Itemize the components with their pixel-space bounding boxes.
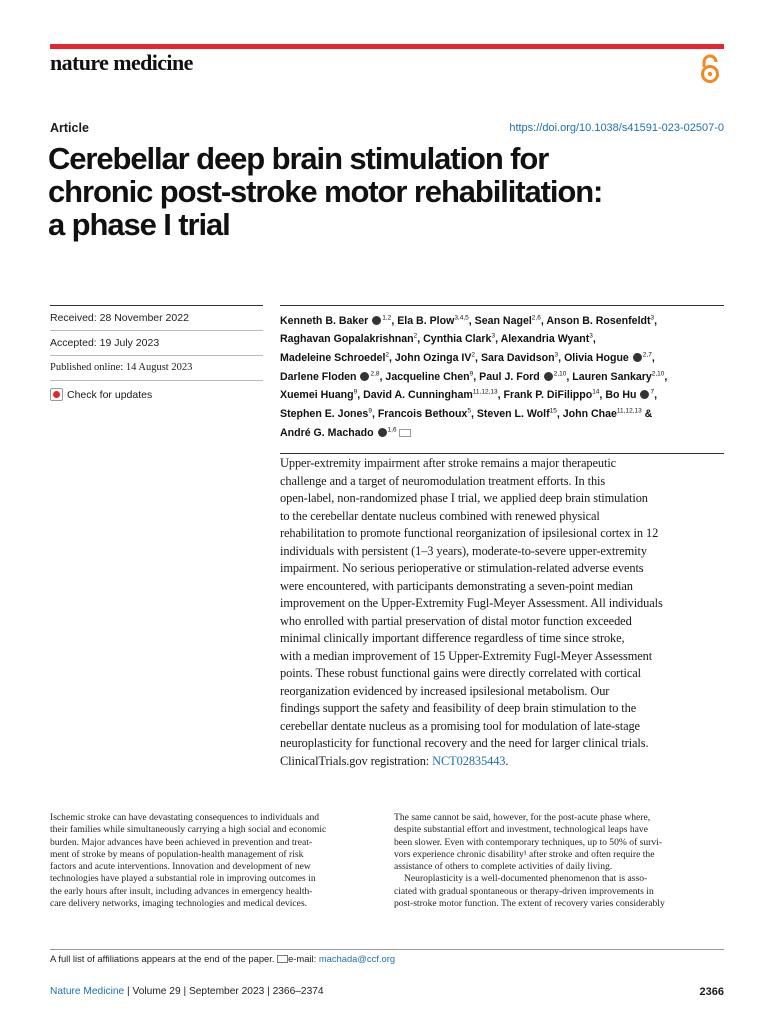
author-separator: , [654, 314, 658, 327]
accepted-date: Accepted: 19 July 2023 [50, 337, 160, 349]
affiliation-sup: 2 [413, 332, 418, 340]
abstract-line: points. These robust functional gains were directly correlated with cortical [280, 666, 642, 680]
author-separator: , [371, 408, 378, 421]
affiliation-sup: 2 [471, 351, 476, 359]
abstract-line: cerebellar dentate nucleus as a promising tool for modulation of late-stage [280, 718, 640, 733]
author-entry [280, 333, 423, 345]
affiliations-footnote [50, 953, 395, 964]
affiliations-note: A full list of affiliations appears at the end of the paper. [50, 953, 275, 964]
article-title [48, 142, 728, 241]
title-line: a phase I trial [48, 207, 230, 242]
orcid-icon[interactable] [544, 372, 553, 381]
author-entry [280, 352, 395, 364]
body-line: their families while simultaneously carrying a high social and economic [50, 824, 327, 836]
author-separator: , [470, 408, 477, 421]
author-name[interactable]: Jacqueline Chen [385, 370, 470, 383]
abstract-line: Upper-extremity impairment after stroke remains a major therapeutic [280, 456, 617, 470]
abstract-line: with a median improvement of 15 Upper-Extremity Fugl-Meyer Assessment [280, 648, 653, 663]
affiliation-sup: 1,6 [387, 426, 397, 434]
author-entry [280, 371, 385, 383]
abstract-line: challenge and a target of neuromodulation treatment efforts. In this [280, 473, 606, 488]
author-entry [385, 371, 479, 383]
abstract-top-rule [280, 453, 724, 454]
affiliation-sup: 3 [589, 332, 593, 340]
check-updates-icon [50, 388, 63, 401]
author-name[interactable]: Alexandria Wyant [500, 333, 590, 346]
abstract-line: individuals with persistent (1–3 years), moderate-to-severe upper-extremity [280, 543, 647, 558]
author-separator: , [417, 333, 424, 346]
author-name[interactable]: Olivia Hogue [564, 352, 629, 364]
author-separator: , [558, 352, 565, 364]
author-entry [563, 408, 653, 420]
email-label: e-mail: [288, 953, 319, 964]
author-name[interactable]: Paul J. Ford [479, 370, 540, 383]
affiliation-sup: 3,4,5 [454, 314, 469, 321]
author-separator: , [475, 352, 481, 364]
author-name[interactable]: David A. Cunningham [363, 389, 473, 402]
doi-link[interactable]: https://doi.org/10.1038/s41591-023-02507-0 [509, 122, 724, 134]
author-entry [363, 389, 503, 401]
author-separator: , [654, 389, 658, 402]
author-separator: , [473, 370, 480, 383]
body-line: assistance of others to complete activities of daily living. [394, 861, 613, 873]
author-entry [475, 315, 547, 327]
abstract-line: open-label, non-randomized phase I trial, we applied deep brain stimulation [280, 491, 648, 505]
author-entry [546, 315, 657, 327]
author-name[interactable]: André G. Machado [280, 426, 374, 439]
author-separator: , [495, 333, 501, 346]
author-name[interactable]: Xuemei Huang [280, 389, 354, 402]
affiliation-sup: 3 [554, 351, 559, 359]
affiliation-sup: 7 [650, 388, 655, 396]
abstract [280, 455, 726, 770]
body-line: ciated with gradual spontaneous or therapy-driven improvements in [394, 885, 654, 897]
abstract-line: minimal clinically important difference regardless of time since stroke, [280, 631, 625, 645]
author-name[interactable]: Frank P. DiFilippo [503, 389, 593, 402]
article-type: Article [50, 121, 89, 135]
author-entry [564, 352, 655, 364]
affiliation-sup: 9 [368, 407, 372, 415]
author-name[interactable]: Anson B. Rosenfeldt [546, 314, 651, 327]
mail-icon[interactable] [399, 429, 411, 437]
body-line: Ischemic stroke can have devastating consequences to individuals and [50, 812, 320, 823]
author-entry [395, 352, 481, 364]
body-line: the early hours after insult, including advances in emergency health- [50, 885, 313, 897]
author-separator: , [468, 314, 475, 327]
body-line: despite substantial effort and investment, technological leaps have [394, 824, 648, 836]
abstract-line: who enrolled with partial preservation of distal motor function exceeded [280, 613, 632, 628]
affiliation-sup: 2,8 [370, 370, 380, 378]
title-line: Cerebellar deep brain stimulation for [48, 141, 549, 176]
abstract-line: findings support the safety and feasibility of deep brain stimulation to the [280, 701, 637, 715]
footnote-rule [50, 949, 724, 950]
body-line: burden. Major advances have been achieved in prevention and treat- [50, 836, 313, 848]
author-entry [280, 315, 397, 327]
meta-top-rule [50, 305, 263, 306]
check-updates-button[interactable] [50, 388, 152, 401]
registration-end: . [505, 753, 509, 768]
affiliation-sup: 2,7 [642, 351, 652, 359]
orcid-icon[interactable] [378, 428, 387, 437]
author-entry [477, 408, 563, 420]
body-line: been slower. Even with contemporary techniques, up to 50% of survi- [394, 836, 663, 848]
author-separator: , [664, 370, 668, 383]
top-red-rule [50, 44, 724, 49]
author-separator: & [641, 408, 653, 421]
author-separator: , [566, 370, 573, 383]
author-list [280, 310, 725, 441]
abstract-line: were encountered, with participants demonstrating a seven-point median [280, 578, 633, 593]
body-line: factors and acute interventions. Innovation and development of new [50, 861, 311, 873]
body-column-left [50, 812, 383, 910]
author-name[interactable]: Cynthia Clark [423, 333, 492, 346]
body-line: care delivery networks, imaging technologies and medical devices. [50, 898, 308, 910]
abstract-line: improvement on the Upper-Extremity Fugl-Meyer Assessment. All individuals [280, 596, 663, 610]
envelope-icon [277, 955, 288, 963]
author-entry [280, 389, 363, 401]
abstract-line: rehabilitation to promote functional reorganization of ipsilesional cortex in 12 [280, 526, 659, 540]
email-link[interactable]: machada@ccf.org [318, 953, 396, 964]
affiliation-sup: 2,6 [531, 314, 541, 321]
author-entry [504, 389, 606, 401]
affiliation-sup: 2,10 [553, 370, 567, 378]
author-separator: , [391, 314, 398, 327]
registration-label: ClinicalTrials.gov registration: [280, 753, 433, 768]
affiliation-sup: 3 [650, 314, 655, 321]
orcid-icon[interactable] [372, 316, 381, 325]
author-name[interactable]: John Ozinga IV [394, 352, 472, 364]
author-separator: , [540, 314, 547, 327]
abstract-line: impairment. No serious perioperative or stimulation-related adverse events [280, 561, 644, 575]
body-column-right [394, 812, 727, 910]
orcid-icon[interactable] [633, 353, 642, 362]
affiliation-sup: 9 [353, 388, 358, 396]
author-entry [481, 352, 564, 364]
author-name[interactable]: Kenneth B. Baker [280, 314, 369, 327]
author-name[interactable]: Stephen E. Jones [280, 408, 369, 421]
journal-name[interactable]: nature medicine [50, 50, 193, 75]
author-separator: , [592, 333, 596, 346]
affiliation-sup: 11,12,13 [472, 388, 498, 396]
author-entry [605, 389, 657, 401]
author-entry [378, 408, 477, 420]
meta-divider [50, 330, 263, 331]
abstract-line: neuroplasticity for functional recovery and the need for larger clinical trials. [280, 736, 649, 750]
abstract-line: to the cerebellar dentate nucleus combined with renewed physical [280, 508, 600, 523]
published-date: Published online: 14 August 2023 [50, 362, 193, 373]
affiliation-sup: 11,12,13 [616, 407, 642, 415]
author-entry [280, 427, 411, 439]
affiliation-sup: 2,10 [651, 370, 665, 378]
author-name[interactable]: Lauren Sankary [572, 370, 652, 383]
author-separator: , [379, 370, 386, 383]
author-entry [501, 333, 596, 345]
author-separator: , [389, 352, 395, 364]
abstract-line: reorganization evidenced by increased ipsilesional metabolism. Our [280, 683, 610, 698]
body-line: The same cannot be said, however, for the post-acute phase where, [394, 812, 651, 823]
body-line: Neuroplasticity is a well-documented phenomenon that is asso- [404, 873, 648, 885]
affiliation-sup: 14 [592, 388, 600, 396]
author-name[interactable]: Darlene Floden [280, 370, 357, 383]
received-date: Received: 28 November 2022 [50, 312, 189, 324]
affiliation-sup: 9 [469, 370, 474, 378]
author-separator: , [357, 389, 364, 402]
meta-divider [50, 380, 263, 381]
footer-citation [50, 986, 324, 997]
author-name[interactable]: Francois Bethoux [377, 408, 468, 421]
author-entry [572, 371, 667, 383]
affiliation-sup: 1,2 [382, 314, 392, 321]
author-name[interactable]: Raghavan Gopalakrishnan [280, 333, 414, 346]
body-line: technologies have played a substantial role in improving outcomes in [50, 873, 316, 885]
orcid-icon[interactable] [360, 372, 369, 381]
author-separator: , [599, 389, 606, 402]
author-name[interactable]: Steven L. Wolf [476, 408, 550, 421]
author-entry [280, 408, 378, 420]
open-access-icon[interactable] [697, 54, 723, 84]
author-name[interactable]: Sean Nagel [474, 314, 532, 327]
author-name[interactable]: John Chae [562, 408, 617, 421]
affiliation-sup: 3 [491, 332, 496, 340]
author-entry [479, 371, 572, 383]
body-line: post-stroke motor function. The extent of recovery varies considerably [394, 898, 665, 910]
author-name[interactable]: Sara Davidson [480, 352, 555, 364]
author-name[interactable]: Madeleine Schroedel [280, 352, 386, 364]
author-separator: , [497, 389, 504, 402]
abstract-registration-line [280, 753, 726, 771]
authors-top-rule [280, 305, 724, 306]
author-entry [423, 333, 500, 345]
meta-divider [50, 355, 263, 356]
affiliation-sup: 2 [385, 351, 390, 359]
footer-journal-link[interactable]: Nature Medicine [50, 986, 125, 997]
affiliation-sup: 15 [549, 407, 557, 415]
page-number: 2366 [699, 986, 724, 998]
author-name[interactable]: Ela B. Plow [397, 314, 455, 327]
check-updates-label: Check for updates [67, 388, 153, 401]
author-entry [397, 315, 474, 327]
author-name[interactable]: Bo Hu [605, 389, 637, 402]
affiliation-sup: 5 [467, 407, 471, 415]
orcid-icon[interactable] [640, 390, 649, 399]
footer-issue: | Volume 29 | September 2023 | 2366–2374 [124, 986, 324, 997]
body-line: vors experience chronic disability¹ after stroke and often require the [394, 848, 655, 860]
author-separator: , [556, 408, 563, 421]
author-separator: , [651, 352, 655, 364]
nct-link[interactable]: NCT02835443 [432, 753, 506, 768]
title-line: chronic post-stroke motor rehabilitation: [48, 174, 603, 209]
body-line: ment of stroke by means of population-health management of risk [50, 848, 304, 860]
